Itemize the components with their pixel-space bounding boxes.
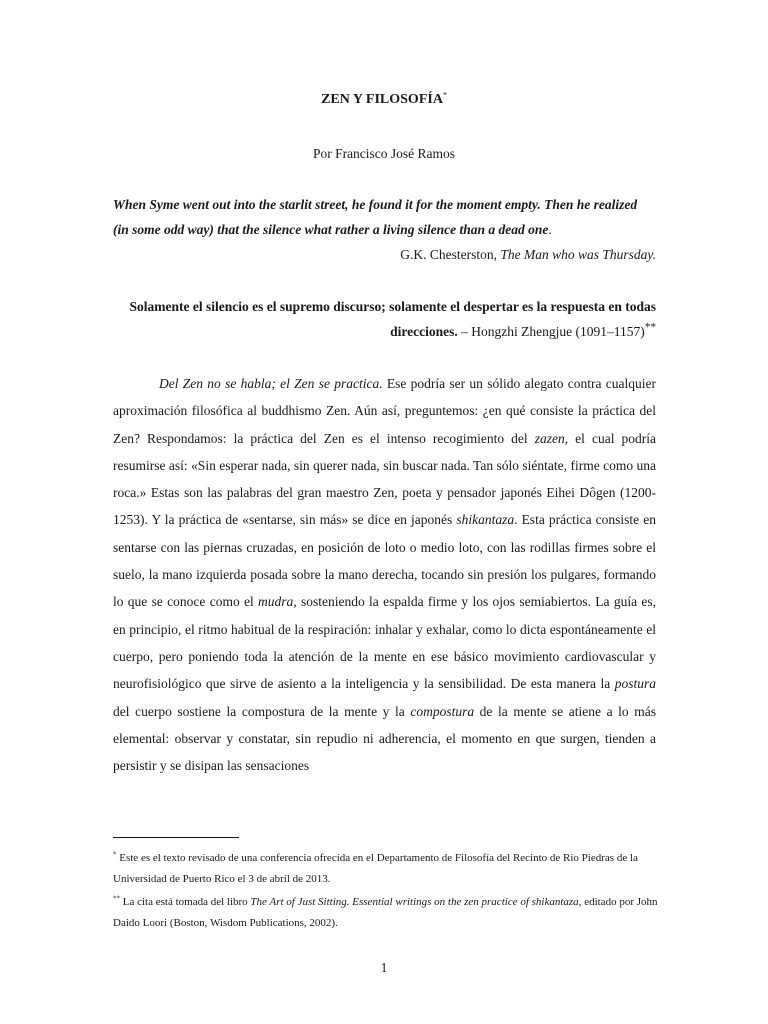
footnote-2-book-title: The Art of Just Sitting. Essential writings on the zen practice of shikantaza [250, 896, 579, 908]
body-italic-opening: Del Zen no se habla; el Zen se practica. [159, 376, 383, 391]
term-mudra: mudra [258, 594, 294, 610]
footnote-2-post: , editado por John Daido Loori (Boston, Wisdom Publications, 2002). [113, 896, 658, 929]
term-postura: postura [614, 676, 656, 692]
body-span: , el cual podría resumirse así: «Sin esperar nada, sin querer nada, sin buscar nada. Tan sólo siéntate, firme como una roca.» Estas son las palabras del gran maestro Zen, poeta y pensador japonés Eihei Dôgen (1200-1253). Y la práctica de «sentarse, sin más» se dice en japonés [113, 430, 656, 528]
body-span: Ese podría ser un sólido alegato contra cualquier aproximación filosófica al buddhismo Zen. Aún así, preguntemos: ¿en qué consiste la práctica del Zen? Respondamos: la práctica del Zen es el intenso recogimiento del [113, 376, 656, 446]
epigraph-quote-text: When Syme went out into the starlit street, he found it for the moment empty. Then he realized (in some odd way) that the silence what rather a living silence than a dead one [113, 197, 638, 237]
footnote-1-marker: * [113, 850, 117, 859]
footnote-1-text: Este es el texto revisado de una conferencia ofrecida en el Departamento de Filosofía del Recinto de Río Piedras de la Universidad de Puerto Rico el 3 de abril de 2013. [113, 852, 638, 885]
footnote-1 [113, 848, 658, 889]
epigraph2-source: – Hongzhi Zhengjue (1091–1157) [457, 324, 645, 339]
epigraph-hongzhi [113, 294, 656, 344]
epigraph-source-title: The Man who was Thursday. [500, 247, 656, 262]
author-line: Por Francisco José Ramos [312, 146, 456, 161]
footnote-2-pre: La cita está tomada del libro [120, 896, 251, 908]
title-text: ZEN Y FILOSOFÍA [321, 92, 443, 107]
term-zazen: zazen [534, 430, 565, 446]
title-footnote-marker: * [442, 90, 447, 100]
epigraph-quote [113, 192, 656, 242]
footnote-separator [113, 837, 239, 838]
epigraph-source-author: G.K. Chesterston, [400, 247, 501, 262]
epigraph2-quote: Solamente el silencio es el supremo discurso; solamente el despertar es la respuesta en todas direcciones. [129, 299, 656, 339]
footnote-2 [113, 892, 658, 933]
epigraph2-footnote-marker: ** [644, 321, 656, 334]
body-span: del cuerpo sostiene la compostura de la mente y la [113, 703, 411, 719]
page-number: 1 [380, 960, 388, 975]
page-title [0, 92, 768, 108]
epigraph-chesterton [113, 192, 656, 267]
term-compostura: compostura [410, 703, 475, 719]
term-shikantaza: shikantaza [456, 512, 515, 528]
footnotes [113, 848, 658, 936]
epigraph-source [113, 242, 656, 267]
body-text [113, 370, 656, 779]
body-span: , sosteniendo la espalda firme y los ojos semiabiertos. La guía es, en principio, el ritmo habitual de la respiración: inhalar y exhalar, como lo dicta espontáneamente el cuerpo, pero poniendo toda la atención de la mente en ese básico movimiento cardiovascular y neurofisiológico que sirve de asiento a la inteligencia y la sensibilidad. De esta manera la [113, 594, 656, 692]
body-span: de la mente se atiene a lo más elemental: observar y constatar, sin repudio ni adherencia, el momento en que surgen, tienden a persistir y se disipan las sensaciones [113, 703, 656, 774]
body-span: . Esta práctica consiste en sentarse con las piernas cruzadas, en posición de loto o medio loto, con las rodillas firmes sobre el suelo, la mano izquierda posada sobre la mano derecha, tocando sin presión los pulgares, formando lo que se conoce como el [113, 512, 656, 610]
epigraph-quote-end: . [548, 222, 552, 237]
body-paragraph [113, 370, 656, 779]
footnote-2-marker: ** [113, 894, 120, 903]
